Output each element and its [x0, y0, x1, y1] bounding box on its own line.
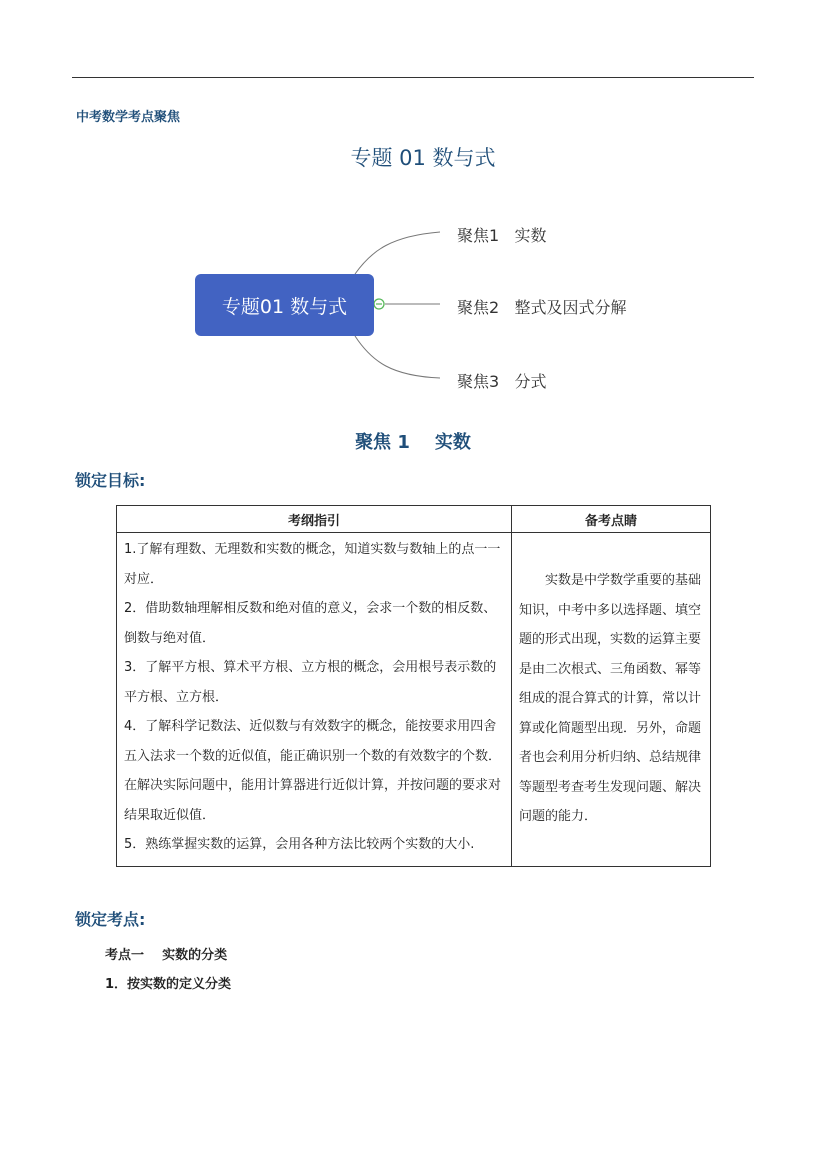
point-1-item-1: 1．按实数的定义分类	[105, 977, 232, 992]
mindmap-connectors	[0, 0, 826, 420]
goal-heading: 锁定目标:	[75, 471, 146, 490]
guide-item: 2．借助数轴理解相反数和绝对值的意义，会求一个数的相反数、倒数与绝对值．	[124, 601, 497, 646]
header-label: 中考数学考点聚焦	[76, 110, 181, 125]
tips-cell	[512, 533, 711, 867]
mindmap-branch-1: 聚焦1 实数	[457, 226, 547, 245]
mindmap-branch-3: 聚焦3 分式	[457, 372, 547, 391]
mindmap	[0, 0, 826, 420]
section-heading: 聚焦 1 实数	[355, 432, 471, 453]
table-header-guide: 考纲指引	[117, 506, 512, 533]
guide-item: 1.了解有理数、无理数和实数的概念，知道实数与数轴上的点一一对应．	[124, 542, 501, 587]
mindmap-branch-2: 聚焦2 整式及因式分解	[457, 298, 627, 317]
goal-table	[116, 505, 711, 867]
points-heading: 锁定考点:	[75, 910, 146, 929]
guide-item: 4．了解科学记数法、近似数与有效数字的概念，能按要求用四舍五入法求一个数的近似值，能正确识别一个数的有效数字的个数．在解决实际问题中，能用计算器进行近似计算，并按问题的要求对结果取近似值．	[124, 719, 502, 823]
mindmap-center-node: 专题01 数与式	[195, 274, 374, 336]
document-title: 专题 01 数与式	[350, 146, 496, 170]
tips-text: 实数是中学数学重要的基础知识，中考中多以选择题、填空题的形式出现，实数的运算主要是由二次根式、三角函数、幂等组成的混合算式的计算，常以计算或化简题型出现．另外，命题者也会利用分析归纳、总结规律等题型考查考生发现问题、解决问题的能力．	[519, 573, 702, 824]
point-1-title: 考点一 实数的分类	[105, 948, 228, 963]
table-header-tips: 备考点睛	[512, 506, 711, 533]
connector-branch-1	[355, 232, 440, 274]
connector-branch-3	[355, 336, 440, 378]
guide-item: 5．熟练掌握实数的运算，会用各种方法比较两个实数的大小.	[124, 837, 475, 852]
guide-cell	[117, 533, 512, 867]
guide-item: 3．了解平方根、算术平方根、立方根的概念，会用根号表示数的平方根、立方根．	[124, 660, 497, 705]
